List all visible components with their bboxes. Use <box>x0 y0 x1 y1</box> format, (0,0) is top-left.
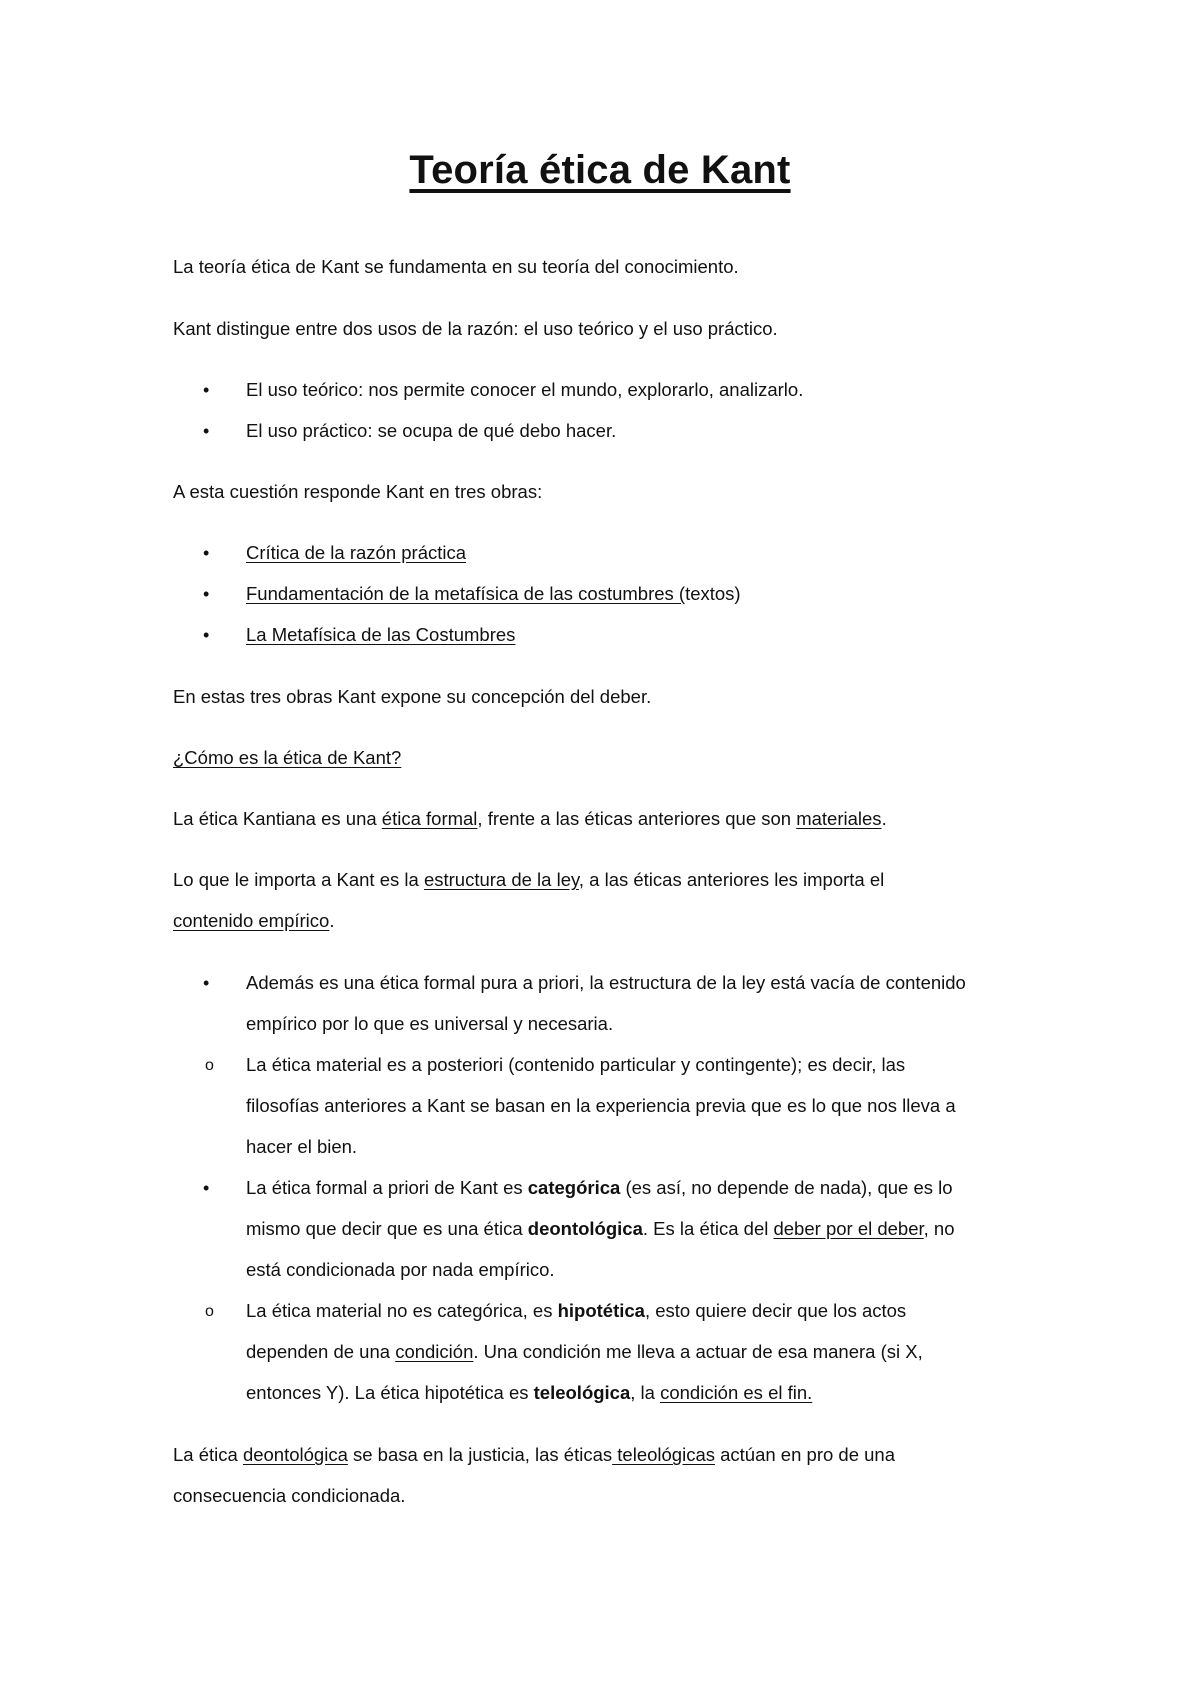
text-run: La ética material no es categórica, es <box>246 1300 558 1321</box>
list-item-work-3 <box>246 626 515 645</box>
paragraph-intro: La teoría ética de Kant se fundamenta en su teoría del conocimiento. <box>173 256 739 277</box>
text-run: . <box>881 808 887 829</box>
item-hipotetica-line-2 <box>246 1343 923 1362</box>
term-condicion: condición <box>395 1341 474 1362</box>
term-deber-por-el-deber: deber por el deber <box>773 1218 924 1239</box>
list-item-work-1 <box>246 544 466 563</box>
term-condicion-es-el-fin: condición es el fin. <box>660 1382 813 1403</box>
term-materiales: materiales <box>796 808 882 829</box>
item-hipotetica-line-1 <box>246 1302 906 1321</box>
text-run: . Es la ética del <box>642 1218 774 1239</box>
item-material-line-3: hacer el bien. <box>246 1136 358 1157</box>
item-material-line-2: filosofías anteriores a Kant se basan en la experiencia previa que es lo que nos lleva a <box>246 1095 956 1116</box>
paragraph-estructura-cont <box>173 912 334 931</box>
term-teleologicas: teleológicas <box>612 1444 715 1465</box>
text-run: , la <box>630 1382 661 1403</box>
section-question <box>173 749 401 768</box>
bullet-marker: • <box>203 584 210 604</box>
question-heading: ¿Cómo es la ética de Kant? <box>173 747 402 768</box>
text-run: , no <box>923 1218 955 1239</box>
document-title: Teoría ética de Kant <box>409 148 791 192</box>
work-note: textos) <box>685 583 741 604</box>
paragraph-conclusion <box>173 1446 895 1465</box>
term-teleologica: teleológica <box>533 1382 631 1403</box>
item-categorica-line-2 <box>246 1220 955 1239</box>
list-item-uso-practico: El uso práctico: se ocupa de qué debo hacer. <box>246 420 617 441</box>
text-run: mismo que decir que es una ética <box>246 1218 528 1239</box>
term-deontologica: deontológica <box>527 1218 643 1239</box>
paragraph-uses: Kant distingue entre dos usos de la razón: el uso teórico y el uso práctico. <box>173 318 778 339</box>
text-run: dependen de una <box>246 1341 396 1362</box>
text-run: , esto quiere decir que los actos <box>644 1300 907 1321</box>
bullet-marker: • <box>203 1178 210 1198</box>
item-hipotetica-line-3 <box>246 1384 812 1403</box>
term-categorica: categórica <box>527 1177 621 1198</box>
text-run: entonces Y). La ética hipotética es <box>246 1382 534 1403</box>
circle-marker: o <box>205 1057 214 1074</box>
text-run: La ética formal a priori de Kant es <box>246 1177 528 1198</box>
work-title-fundamentacion: Fundamentación de la metafísica de las costumbres ( <box>246 583 686 604</box>
text-run: . <box>329 910 335 931</box>
item-material-line-1: La ética material es a posteriori (contenido particular y contingente); es decir, las <box>246 1054 906 1075</box>
item-categorica-line-3: está condicionada por nada empírico. <box>246 1259 555 1280</box>
term-etica-formal: ética formal <box>381 808 478 829</box>
work-title-metafisica: La Metafísica de las Costumbres <box>246 624 516 645</box>
text-run: . Una condición me lleva a actuar de esa manera (si X, <box>473 1341 923 1362</box>
text-run: actúan en pro de una <box>714 1444 895 1465</box>
paragraph-estructura <box>173 871 884 890</box>
bullet-marker: • <box>203 421 210 441</box>
term-deontologica-underlined: deontológica <box>242 1444 348 1465</box>
bullet-marker: • <box>203 543 210 563</box>
term-contenido-empirico: contenido empírico <box>173 910 330 931</box>
work-title-critica: Crítica de la razón práctica <box>246 542 467 563</box>
bullet-marker: • <box>203 380 210 400</box>
text-run: , frente a las éticas anteriores que son <box>477 808 797 829</box>
term-estructura-ley: estructura de la ley <box>423 869 579 890</box>
item-categorica-line-1 <box>246 1179 953 1198</box>
bullet-marker: • <box>203 625 210 645</box>
text-run: , a las éticas anteriores les importa el <box>578 869 885 890</box>
text-run: (es así, no depende de nada), que es lo <box>620 1177 953 1198</box>
paragraph-formal <box>173 810 887 829</box>
text-run: La ética <box>173 1444 243 1465</box>
term-hipotetica: hipotética <box>557 1300 645 1321</box>
text-run: Lo que le importa a Kant es la <box>173 869 424 890</box>
bullet-marker: • <box>203 973 210 993</box>
paragraph-works-intro: A esta cuestión responde Kant en tres obras: <box>173 481 543 502</box>
text-run: La ética Kantiana es una <box>173 808 382 829</box>
paragraph-conclusion-cont: consecuencia condicionada. <box>173 1485 406 1506</box>
paragraph-deber: En estas tres obras Kant expone su concepción del deber. <box>173 686 652 707</box>
item-formal-line-2: empírico por lo que es universal y necesaria. <box>246 1013 614 1034</box>
circle-marker: o <box>205 1303 214 1320</box>
list-item-uso-teorico: El uso teórico: nos permite conocer el mundo, explorarlo, analizarlo. <box>246 379 804 400</box>
list-item-work-2 <box>246 585 741 604</box>
text-run: se basa en la justicia, las éticas <box>347 1444 613 1465</box>
item-formal-line-1: Además es una ética formal pura a priori, la estructura de la ley está vacía de contenido <box>246 972 966 993</box>
